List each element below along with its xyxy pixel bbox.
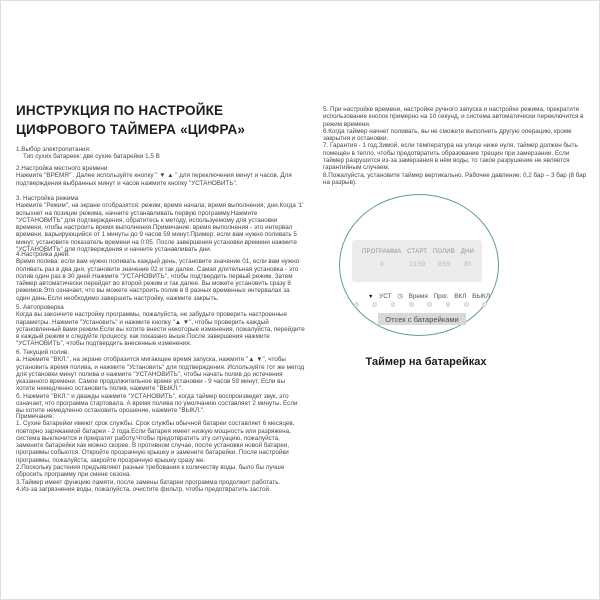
section-paragraph: б. Нажмите "ВКЛ." и дважды нажмите "УСТАНОВИТЬ", когда таймер воспроизведет звук, это означает, что программа стартовала. А время полива по умолчанию составляет 2 минуты. Если вы хотите немедленно остановить орошение, нажмите "ВЫКЛ.". bbox=[16, 392, 298, 415]
panel-button-dot bbox=[391, 302, 396, 307]
panel-button-dot bbox=[427, 302, 432, 307]
lcd-label: ПОЛИВ bbox=[432, 249, 456, 255]
panel-button-dot bbox=[446, 302, 451, 307]
button-label-prog: Прог. bbox=[433, 293, 449, 300]
lcd-value: 8 bbox=[379, 261, 384, 268]
section-mode bbox=[16, 195, 305, 253]
section-heading: 3. Настройка режима bbox=[16, 195, 79, 202]
page-title-line2: ЦИФРОВОГО ТАЙМЕРА «ЦИФРА» bbox=[16, 122, 246, 137]
right-paragraph: 7. Гарантия - 1 год.Зимой, если температура на улице ниже нуля, таймер должен быть помещён в тепло, чтобы предотвратить образование трещин при замерзании. Если таймер разрушится из-за замерзания в нём воды, то такое разрушение не является гарантийным случаем. bbox=[323, 142, 578, 172]
section-power bbox=[16, 146, 305, 161]
timer-caption: Таймер на батарейках bbox=[365, 356, 487, 368]
timer-lcd-display bbox=[352, 240, 482, 282]
lcd-column-watering bbox=[433, 249, 455, 282]
clock-icon: ◷ bbox=[397, 293, 403, 300]
button-label-off: ВЫКЛ bbox=[472, 293, 490, 300]
lcd-value: 9:59 bbox=[437, 261, 451, 268]
section-paragraph: Нажмите "Режим", на экране отобразятся: режим; время начала; время выполнения; дни.Когда '1' вспыхнет на позиции режима, начните устанавливать первую программу.Нажмите "УСТАНОВИТЬ" для подтверждения, обратитесь к методу, используемому для установки времени, чтобы настроить время выполнения.Примечание: время выполнения - это интервал времени, варьирующийся от 1 минуты до 9 часов 59 минут.Пример: если вам нужно поливать 5 минут, установите показатель времени на 0:05. После завершения установки времени нажмите "УСТАНОВИТЬ" для подтверждения и начните устанавливать дни. bbox=[16, 202, 304, 254]
button-label-time: Время bbox=[408, 293, 428, 300]
down-arrow-icon: ▼ bbox=[368, 294, 374, 300]
page-title bbox=[16, 101, 316, 139]
lcd-label: ПРОГРАММА bbox=[362, 249, 402, 255]
notes-heading: Примечание: bbox=[16, 413, 55, 420]
section-selfcheck bbox=[16, 304, 305, 348]
panel-button-labels bbox=[368, 292, 490, 300]
lcd-column-start bbox=[407, 249, 427, 282]
section-notes bbox=[16, 413, 305, 493]
section-local-time bbox=[16, 165, 305, 187]
right-column-notes bbox=[323, 106, 587, 186]
note-item: 3.Таймер имеет функцию памяти, после замены батареи программа продолжит работать. bbox=[16, 478, 281, 486]
section-current-watering bbox=[16, 349, 305, 415]
right-paragraph: 6.Когда таймер начнет поливать, вы не сможете выполнить другую операцию, кроме закрытия и остановки. bbox=[323, 127, 572, 143]
section-paragraph: Когда вы закончите настройку программы, пожалуйста, не забудьте проверить настроенные параметры. Нажмите "Установить" и нажмите кнопку "▲ ▼", чтобы проверить каждый установленный вами режим.Если вы хотите внести некоторые изменения, пожалуйста, перейдите в каждый режим и следуйте процессу, как показано выше.После завершения нажмите "УСТАНОВИТЬ", чтобы подтвердить внесенные изменения. bbox=[16, 311, 305, 348]
section-paragraph: а. Нажмите "ВКЛ.", на экране отобразится мигающее время запуска, нажмите "▲ ▼", чтобы установить время полива, и нажмите "Установить" для подтверждения. Используйте тот же метод для установки минут полива и нажмите "УСТАНОВИТЬ", чтобы начать полив до истечения указанного времени. Самое продолжительное время установки - 9 часов 59 минут. Если вы хотите немедленно остановить полив, нажмите "ВЫКЛ.". bbox=[16, 356, 305, 393]
lcd-label: СТАРТ bbox=[407, 249, 428, 255]
section-heading: 5. Автопроверка bbox=[16, 304, 64, 311]
section-heading: 1.Выбор электропитания: bbox=[16, 146, 91, 153]
panel-button-dot bbox=[482, 302, 487, 307]
section-paragraph: Время полива: если вам нужно поливать каждый день, установите значение 01, если вам нужно поливать раз в два дня, установите значение 02 и так далее. Самая длительная установка - это полив один раз в 30 дней.Нажмите "УСТАНОВИТЬ", чтобы подтвердить первый режим. Затем таймер автоматически перейдет во второй режим и так далее. Вы можете установить сразу 8 режимов.Это означает, что вы можете настроить полив в 8 разных временных интервалах за один день.Если необходимо завершить настройку, нажмите закрыть. bbox=[16, 258, 300, 302]
lcd-value: 30 bbox=[463, 261, 471, 268]
button-label-set: УСТ bbox=[379, 293, 392, 300]
section-heading: 6. Текущий полив. bbox=[16, 349, 69, 356]
section-paragraph: Тип сухих батареек: две сухие батарейки 1,5 В bbox=[23, 153, 160, 161]
note-item: 4.Из-за загрязнения воды, пожалуйста, очистите фильтр, чтобы предотвратить застой. bbox=[16, 485, 271, 493]
right-paragraph: 8.Пожалуйста, установите таймер вертикально. Рабочее давление: 0,2 бар – 3 бар (8 бар на разрыв). bbox=[323, 171, 587, 186]
lcd-value: 23:59 bbox=[409, 261, 426, 268]
right-paragraph: 5. При настройке времени, настройке ручного запуска и настройке режима, прекратите использование кнопок примерно на 10 секунд, и система автоматически переключится в режим времени. bbox=[323, 106, 584, 128]
battery-compartment-label: Отсек с батарейками bbox=[378, 313, 466, 325]
section-days bbox=[16, 251, 305, 302]
lcd-column-days bbox=[461, 249, 474, 282]
panel-button-dot bbox=[354, 302, 359, 307]
section-heading: 2.Настройка местного времени bbox=[16, 165, 108, 172]
page-title-line1: ИНСТРУКЦИЯ ПО НАСТРОЙКЕ bbox=[16, 103, 224, 118]
note-item: 2.Поскольку растения предъявляют разные требования к количеству воды, было бы лучше сбросить программу при смене сезона. bbox=[16, 464, 285, 479]
button-label-on: ВКЛ bbox=[454, 293, 467, 300]
panel-button-dot bbox=[372, 302, 377, 307]
section-paragraph: Нажмите "ВРЕМЯ" . Далее используйте кнопку " ▼ ▲ " для переключения минут и часов. Для подтверждения выбранных минут и часов нажмите кнопку "УСТАНОВИТЬ". bbox=[16, 172, 292, 187]
section-heading: 4.Настройка дней. bbox=[16, 251, 70, 258]
lcd-label: ДНИ bbox=[460, 249, 474, 255]
lcd-column-program bbox=[362, 249, 402, 282]
panel-button-dots bbox=[354, 302, 487, 307]
note-item: 1. Сухие батарейки имеют срок службы. Срок службы обычной батареи составляет 6 месяцев, повторно заряжаемой батареи - 2 года.Если батарея имеет низкую мощность или разряжена, система выключится и прекратит работу.Чтобы предотвратить эту ситуацию, пожалуйста, замените батарейки как можно скорее. В противном случае, после установки новой батареи, программы собьются. Откройте прозрачную крышку и замените батарейки. После настройки программы, пожалуйста, закройте прозрачную крышку сразу же. bbox=[16, 420, 295, 464]
panel-button-dot bbox=[464, 302, 469, 307]
panel-button-dot bbox=[409, 302, 414, 307]
